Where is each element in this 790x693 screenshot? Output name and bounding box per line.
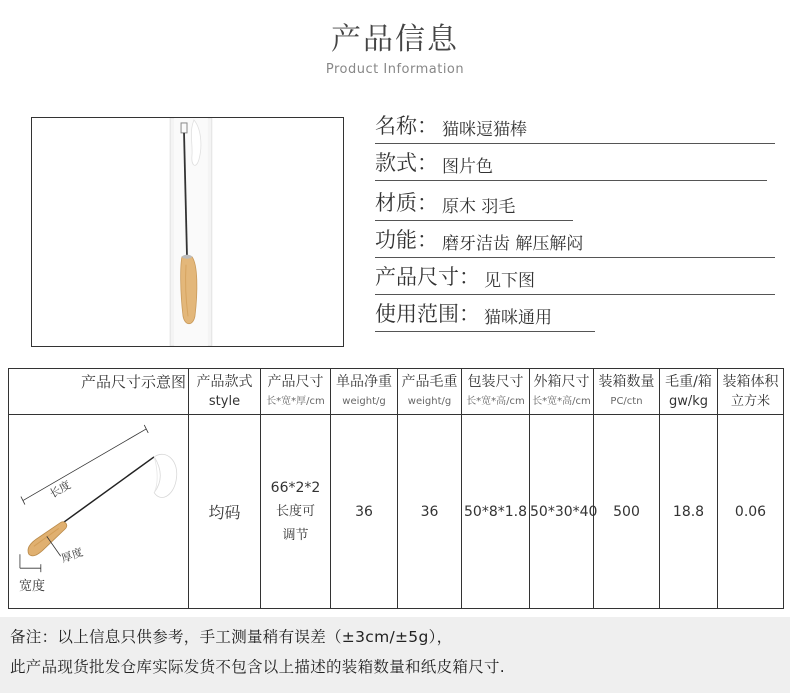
product-info-list bbox=[375, 107, 775, 332]
table-header-cell: 产品毛重 weight/g bbox=[398, 369, 462, 415]
section-subtitle: Product Information bbox=[325, 62, 465, 77]
info-row-size bbox=[375, 258, 775, 295]
info-value: 见下图 bbox=[484, 271, 535, 291]
table-header-cell: 单品净重 weight/g bbox=[331, 369, 398, 415]
info-key: 功能： bbox=[375, 228, 438, 252]
info-value: 原木 羽毛 bbox=[442, 197, 516, 217]
table-cell-net-weight: 36 bbox=[331, 415, 398, 609]
table-cell-style: 均码 bbox=[189, 415, 261, 609]
info-value: 图片色 bbox=[442, 157, 493, 177]
note-line: 备注：以上信息只供参考，手工测量稍有误差（±3cm/±5g）， bbox=[10, 628, 453, 646]
note-line: 此产品现货批发仓库实际发货不包含以上描述的装箱数量和纸皮箱尺寸. bbox=[10, 658, 506, 676]
spec-table bbox=[8, 368, 784, 609]
table-header-cell: 装箱数量 PC/ctn bbox=[594, 369, 660, 415]
info-key: 材质： bbox=[375, 191, 438, 215]
info-row-function bbox=[375, 221, 775, 258]
info-value: 猫咪通用 bbox=[484, 308, 552, 328]
table-header-cell: 外箱尺寸 长*宽*高/cm bbox=[530, 369, 594, 415]
table-header-cell: 产品款式 style bbox=[189, 369, 261, 415]
info-key: 使用范围： bbox=[375, 302, 480, 326]
table-cell-volume: 0.06 bbox=[718, 415, 784, 609]
thickness-label: 厚度 bbox=[59, 545, 85, 566]
info-key: 款式： bbox=[375, 151, 438, 175]
product-photo bbox=[31, 117, 344, 347]
table-cell-package-size: 50*8*1.8 bbox=[462, 415, 530, 609]
info-row-name bbox=[375, 107, 775, 144]
table-header-row bbox=[9, 369, 784, 415]
table-cell-qty: 500 bbox=[594, 415, 660, 609]
info-row-usage bbox=[375, 295, 775, 332]
table-cell-carton-size: 50*30*40 bbox=[530, 415, 594, 609]
size-diagram bbox=[9, 415, 188, 608]
table-cell-gross-weight: 36 bbox=[398, 415, 462, 609]
table-cell-size: 66*2*2 长度可 调节 bbox=[261, 415, 331, 609]
table-header-cell: 产品尺寸示意图 bbox=[9, 369, 189, 415]
info-key: 产品尺寸： bbox=[375, 265, 480, 289]
table-row bbox=[9, 415, 784, 609]
width-label: 宽度 bbox=[19, 579, 46, 594]
table-header-cell: 毛重/箱 gw/kg bbox=[660, 369, 718, 415]
section-header bbox=[0, 14, 790, 77]
info-value: 磨牙洁齿 解压解闷 bbox=[442, 234, 584, 254]
info-key: 名称： bbox=[375, 114, 438, 138]
table-header-cell: 产品尺寸 长*宽*厚/cm bbox=[261, 369, 331, 415]
divider bbox=[375, 331, 595, 332]
cat-teaser-package-image bbox=[32, 118, 343, 346]
info-row-style bbox=[375, 144, 775, 181]
notes-panel bbox=[0, 617, 790, 693]
info-value: 猫咪逗猫棒 bbox=[442, 120, 527, 140]
table-cell-carton-gw: 18.8 bbox=[660, 415, 718, 609]
length-label: 长度 bbox=[47, 478, 74, 501]
size-diagram-cell bbox=[9, 415, 189, 609]
info-row-material bbox=[375, 181, 775, 221]
table-header-cell: 装箱体积 立方米 bbox=[718, 369, 784, 415]
table-header-cell: 包装尺寸 长*宽*高/cm bbox=[462, 369, 530, 415]
section-title: 产品信息 bbox=[331, 22, 459, 57]
